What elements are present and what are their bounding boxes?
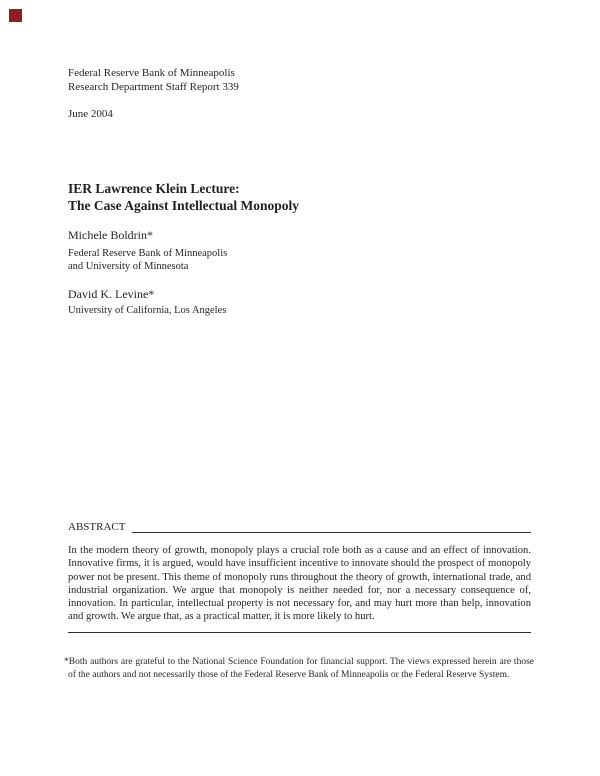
- red-marker-square: [9, 9, 22, 22]
- abstract-end-rule: [68, 632, 531, 633]
- author-name-boldrin: Michele Boldrin*: [68, 228, 153, 242]
- author-affiliation-boldrin: [68, 247, 227, 273]
- author-affiliation-levine: [68, 304, 226, 317]
- affiliation-line: Federal Reserve Bank of Minneapolis: [68, 248, 228, 259]
- affiliation-line: and University of Minnesota: [68, 261, 189, 272]
- paper-title: [68, 180, 299, 214]
- affiliation-line: University of California, Los Angeles: [68, 305, 227, 316]
- footnote-text: *Both authors are grateful to the National Science Foundation for financial support. The views expressed herein are those of the authors and not necessarily those of the Federal Reserve Bank of Minneapolis or the Federal Reserve System.: [64, 657, 534, 680]
- institution-line: Federal Reserve Bank of Minneapolis: [68, 67, 235, 79]
- abstract-text: In the modern theory of growth, monopoly plays a crucial role both as a cause and an effect of innovation. Innovative firms, it is argued, would have insufficient incentive to innovate should the prospect of monopoly power not be present. This theme of monopoly runs throughout the theory of growth, international trade, and industrial organization. We argue that monopoly is neither needed for, nor a necessary consequence of, innovation. In particular, intellectual property is not necessary for, and may hurt more than help, innovation and growth. We argue that, as a practical matter, it is more likely to hurt.: [68, 545, 531, 623]
- paper-title-line2: The Case Against Intellectual Monopoly: [68, 198, 300, 213]
- report-number-line: Research Department Staff Report 339: [68, 80, 239, 93]
- abstract-header: [68, 520, 531, 534]
- report-date: June 2004: [68, 108, 113, 120]
- abstract-label: ABSTRACT: [68, 521, 126, 533]
- paper-title-line1: IER Lawrence Klein Lecture:: [68, 181, 240, 196]
- report-header: [68, 67, 239, 94]
- abstract-rule: [132, 520, 531, 533]
- author-name-levine: David K. Levine*: [68, 287, 155, 301]
